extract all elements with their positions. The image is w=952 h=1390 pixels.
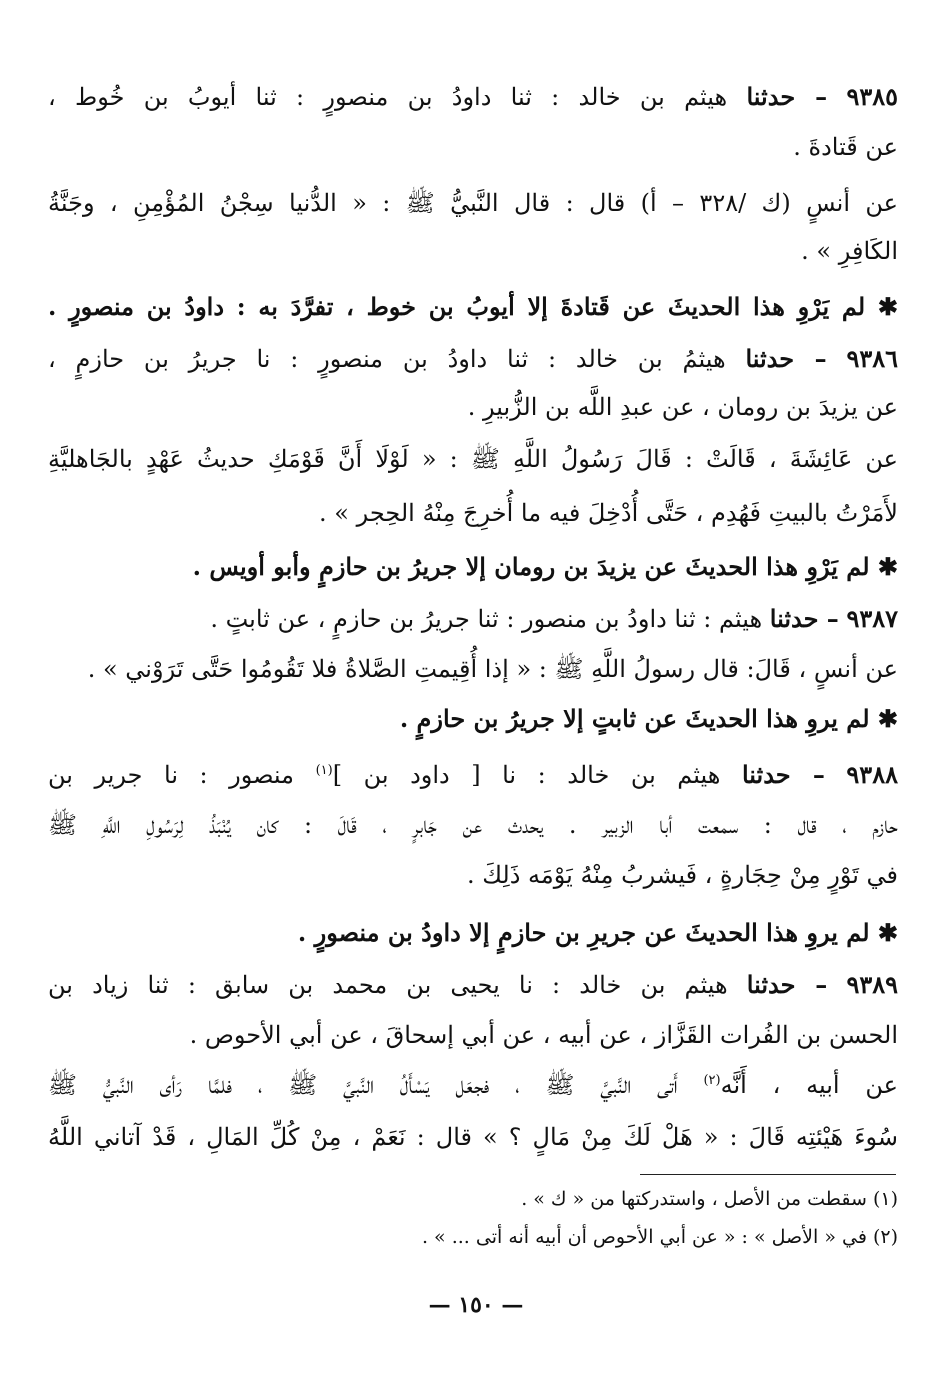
footnote-ref-1: (١) (315, 763, 333, 778)
hadith-9388-line-3: في تَوْرٍ مِنْ حِجَارةٍ ، فَيشربُ مِنْهُ يَوْمَه ذَلِكَ . (466, 861, 898, 889)
hadith-9387-line-1 (48, 596, 898, 642)
hadith-9385-note (48, 284, 898, 330)
hadith-lead: – حدثنا (741, 760, 825, 789)
hadith-number: ٩٣٨٧ (846, 604, 898, 633)
hadith-9385-line-4: الكَافِرِ » . (801, 237, 898, 265)
hadith-9386-note (48, 544, 898, 590)
hadith-9387-line-2: عن أنسٍ ، قَالَ: قال رسولُ اللَّهِ ﷺ : « إذا أُقِيمتِ الصَّلاةُ فلا تَقُومُوا حَتَّى تَرَوْني » . (87, 655, 898, 683)
hadith-lead: – حدثنا (746, 82, 828, 111)
hadith-9388-line-2: حازم ، قال : سمعت أبا الزبير . يحدث عن جَابرٍ ، قَالَ : كان يُنْبَذُ لِرَسُولِ اللَّهِ ﷺ (48, 811, 898, 839)
hadith-text: هيثم : ثنا داودُ بن منصور : ثنا جريرُ بن حازمٍ ، عن ثابتٍ . (210, 605, 763, 633)
hadith-text-a: هيثم بن خالد : نا [ داود بن ] (332, 761, 721, 789)
hadith-9389-line-4: سُوءَ هَيْئتِه قَالَ : « هَلْ لَكَ مِنْ مَالٍ ؟ » قال : نَعَمْ ، مِنْ كُلِّ المَالِ ، قَدْ آتاني اللَّهُ (48, 1123, 898, 1151)
hadith-lead: – حدثنا (745, 344, 827, 373)
hadith-text: هيثم بن خالد : ثنا داودُ بن منصورٍ : ثنا أيوبُ بن خُوط ، (48, 83, 728, 111)
hadith-number: ٩٣٨٦ (846, 344, 898, 373)
hadith-lead: – حدثنا (769, 604, 839, 633)
hadith-9386-line-2: عن يزيدَ بن رومان ، عن عبدِ اللَّه بن الزُّبيرِ . (467, 393, 898, 421)
hadith-9385-line-3: عن أنسٍ (ك /٣٢٨ – أ) قال : قال النَّبيُّ ﷺ : « الدُّنيا سِجْنُ المُؤْمِنِ ، وجَنَّةُ (48, 189, 898, 217)
note-text: لم يروِ هذا الحديثَ عن جريرِ بن حازمٍ إلا داودُ بن منصورٍ . (297, 918, 870, 947)
footnote-ref-2: (٢) (703, 1073, 721, 1088)
hadith-text: هيثم بن خالد : نا يحيى بن محمد بن سابق : ثنا زياد بن (48, 971, 728, 999)
footnote-1: (١) سقطت من الأصل ، واستدركتها من « ك » . (521, 1188, 898, 1210)
hadith-9386-line-1 (48, 336, 898, 382)
hadith-9388-line-1 (48, 752, 898, 798)
hadith-number: ٩٣٨٥ (846, 82, 898, 111)
hadith-number: ٩٣٨٨ (846, 760, 898, 789)
footnote-divider (640, 1174, 896, 1175)
hadith-text-b: منصور : نا جرير بن (48, 761, 316, 789)
hadith-text-a: عن أبيه ، أَنَّه (720, 1071, 898, 1099)
note-text: لم يَرْوِ هذا الحديثَ عن يزيدَ بن رومان إلا جريرُ بن حازمٍ وأبو أويس . (192, 552, 870, 581)
hadith-9389-line-3 (48, 1062, 898, 1108)
star-icon: ✱ (877, 918, 898, 947)
star-icon: ✱ (877, 552, 898, 581)
hadith-9386-line-3: عن عَائِشَةَ ، قَالَتْ : قَالَ رَسُولُ اللَّهِ ﷺ : « لَوْلَا أَنَّ قَوْمَكِ حديثُ عَهْدٍ بالجَاهليَّةِ (48, 445, 898, 473)
hadith-9389-line-1 (48, 962, 898, 1008)
hadith-9385-line-2: عن قَتادةَ . (793, 133, 898, 161)
hadith-9386-line-4: لأَمَرْتُ بالبيتِ فَهُدِم ، حَتَّى أُدْخِلَ فيه ما أُخرِجَ مِنْهُ الحِجر » . (319, 499, 898, 527)
hadith-lead: – حدثنا (746, 970, 828, 999)
footnote-2: (٢) في « الأصل » : « عن أبي الأحوص أن أبيه أنه أتى ... » . (421, 1226, 898, 1248)
star-icon: ✱ (877, 704, 898, 733)
note-text: لم يَرْوِ هذا الحديثَ عن قَتادةَ إلا أيوبُ بن خوط ، تفرَّدَ به : داودُ بن منصورٍ . (48, 292, 866, 321)
page-number: — ١٥٠ — (428, 1292, 524, 1318)
hadith-text-b: أَتى النَّبيَّ ﷺ ، فجعَل يَسْأَلُ النَّبيَّ ﷺ ، فلمَّا رَأى النَّبيُّ ﷺ (48, 1071, 704, 1099)
hadith-9387-note (48, 696, 898, 742)
hadith-number: ٩٣٨٩ (846, 970, 899, 999)
hadith-9389-line-2: الحسن بن الفُرات القَزَّاز ، عن أبيه ، عن أبي إسحاقَ ، عن أبي الأحوص . (189, 1021, 898, 1049)
note-text: لم يروِ هذا الحديثَ عن ثابتٍ إلا جريرُ بن حازمٍ . (399, 704, 870, 733)
hadith-text: هيثمُ بن خالد : ثنا داودُ بن منصورٍ : نا جريرُ بن حازمٍ ، (48, 345, 726, 373)
hadith-9388-note (48, 910, 898, 956)
hadith-9385-line-1 (48, 74, 898, 120)
star-icon: ✱ (877, 292, 898, 321)
